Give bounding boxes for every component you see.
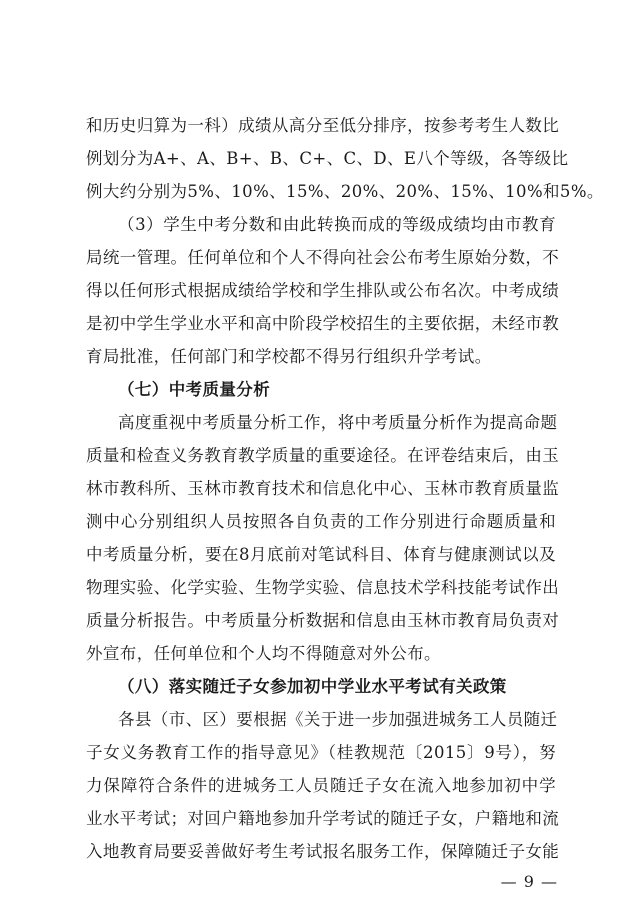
paragraph-line: 高度重视中考质量分析工作，将中考质量分析作为提高命题 — [118, 413, 558, 432]
section-heading: （七）中考质量分析 — [118, 380, 271, 399]
paragraph-line: 质量分析报告。中考质量分析数据和信息由玉林市教育局负责对 — [86, 611, 560, 630]
paragraph-line: 各县（市、区）要根据《关于进一步加强进城务工人员随迁 — [118, 710, 558, 729]
paragraph-line: 物理实验、化学实验、生物学实验、信息技术学科技能考试作出 — [86, 578, 560, 597]
paragraph-line: 得以任何形式根据成绩给学校和学生排队或公布名次。中考成绩 — [86, 281, 560, 300]
paragraph-line: 中考质量分析，要在8月底前对笔试科目、体育与健康测试以及 — [86, 545, 556, 564]
paragraph-line: 测中心分别组织人员按照各自负责的工作分别进行命题质量和 — [86, 512, 556, 531]
paragraph-line: 力保障符合条件的进城务工人员随迁子女在流入地参加初中学 — [86, 776, 556, 795]
section-heading: （八）落实随迁子女参加初中学业水平考试有关政策 — [118, 677, 507, 696]
paragraph-line: 外宣布，任何单位和个人均不得随意对外公布。 — [86, 644, 441, 663]
paragraph-line: 例大约分别为5%、10%、15%、20%、20%、15%、10%和5%。 — [86, 182, 604, 201]
paragraph-line: 入地教育局要妥善做好考生考试报名服务工作，保障随迁子女能 — [86, 842, 560, 861]
paragraph-line: 质量和检查义务教育教学质量的重要途径。在评卷结束后，由玉 — [86, 446, 560, 465]
paragraph-line: （3）学生中考分数和由此转换而成的等级成绩均由市教育 — [118, 215, 556, 234]
paragraph-line: 和历史归算为一科）成绩从高分至低分排序，按参考考生人数比 — [86, 116, 560, 135]
paragraph-line: 是初中学生学业水平和高中阶段学校招生的主要依据，未经市教 — [86, 314, 560, 333]
page-number: — 9 — — [500, 872, 558, 891]
paragraph-line: 育局批准，任何部门和学校都不得另行组织升学考试。 — [86, 347, 492, 366]
paragraph-line: 业水平考试；对回户籍地参加升学考试的随迁子女，户籍地和流 — [86, 809, 560, 828]
paragraph-line: 局统一管理。任何单位和个人不得向社会公布考生原始分数，不 — [86, 248, 560, 267]
paragraph-line: 例划分为A+、A、B+、B、C+、C、D、E八个等级，各等级比 — [86, 149, 569, 168]
paragraph-line: 子女义务教育工作的指导意见》（桂教规范〔2015〕9号），努 — [86, 743, 556, 762]
paragraph-line: 林市教科所、玉林市教育技术和信息化中心、玉林市教育质量监 — [86, 479, 560, 498]
